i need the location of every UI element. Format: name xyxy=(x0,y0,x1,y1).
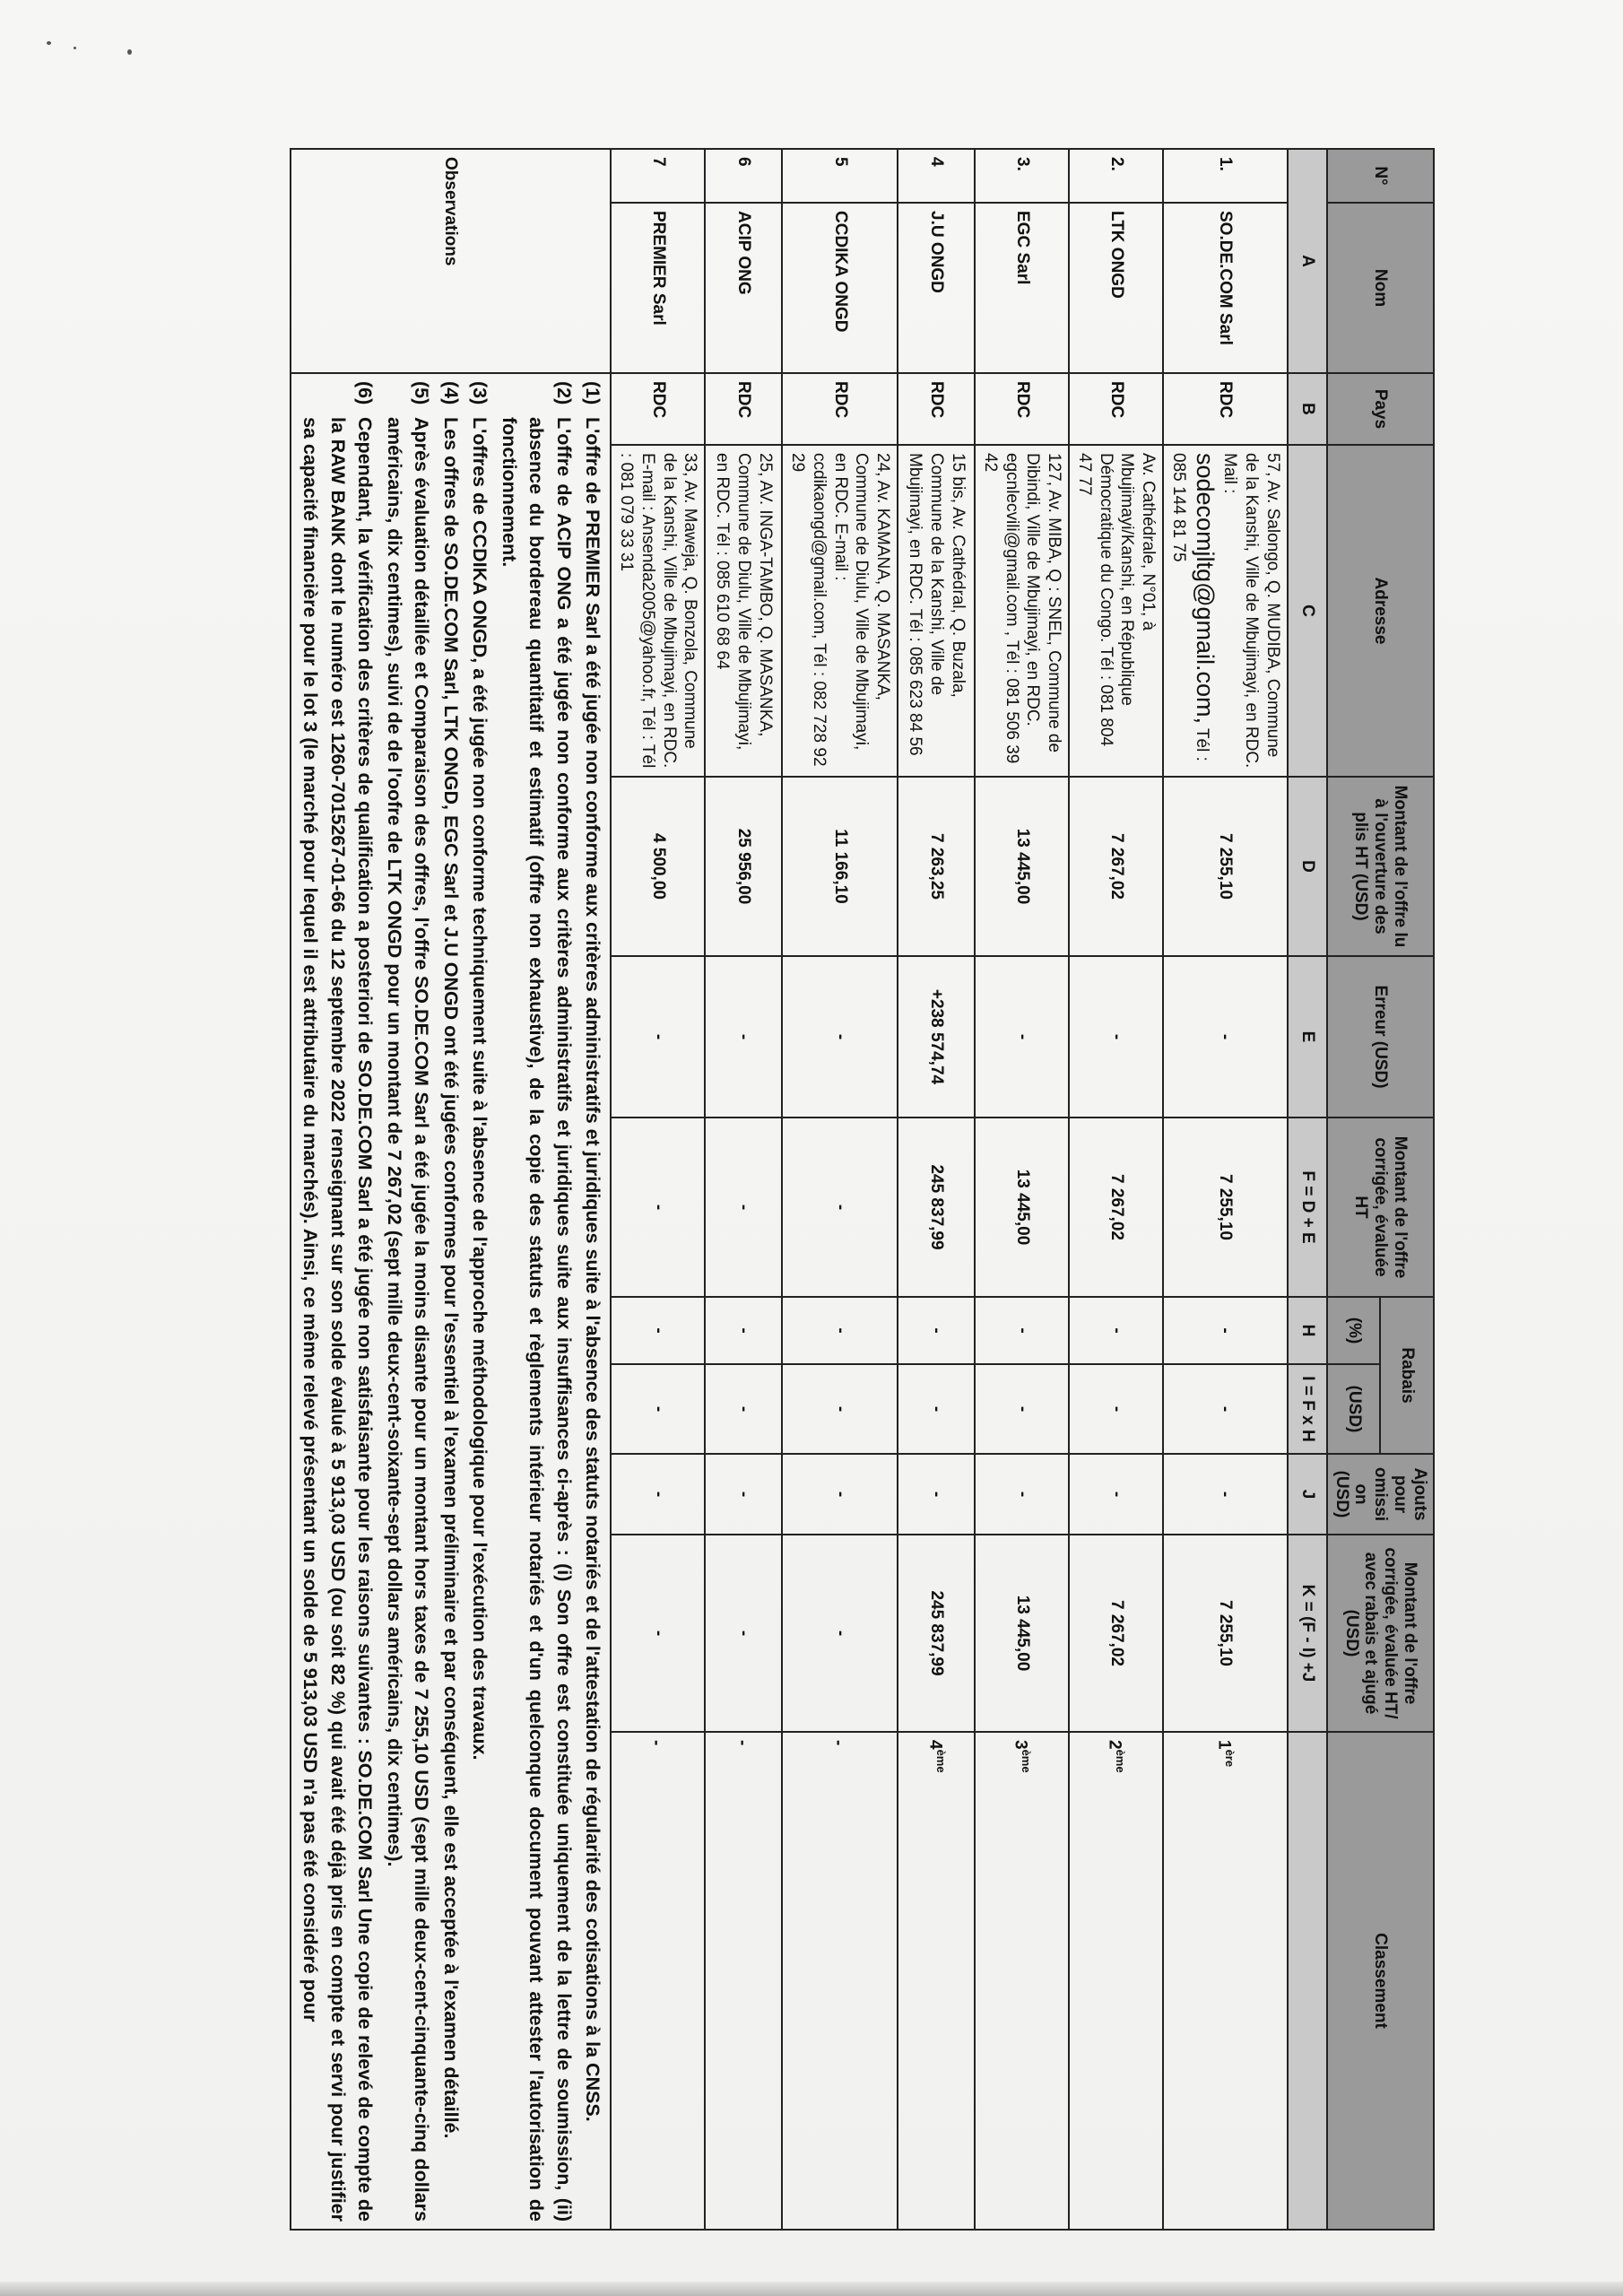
letter-f: F = D + E xyxy=(1288,1118,1327,1297)
row-classement xyxy=(705,1732,782,2230)
letter-k: K = (F - I) +J xyxy=(1288,1535,1327,1732)
row-nom: EGC Sarl xyxy=(975,203,1069,373)
table-row xyxy=(705,149,782,2230)
row-ajouts: - xyxy=(782,1454,898,1535)
header-erreur: Erreur (USD) xyxy=(1327,956,1434,1118)
table-row xyxy=(611,149,705,2230)
letter-i: I = F x H xyxy=(1288,1364,1327,1454)
row-montant-lu: 4 500,00 xyxy=(611,777,705,956)
evaluation-table xyxy=(290,148,1435,2231)
row-adresse-text: 57, Av. Salongo, Q. MUDIBA, Commune de la Kanshi, Ville de Mbujimayi, en RDC. Mail : xyxy=(1220,453,1282,769)
row-ajouts: - xyxy=(611,1454,705,1535)
row-rang: - xyxy=(647,1740,667,1746)
row-rabais-pct: - xyxy=(1163,1297,1288,1364)
row-montant-final: 245 837,99 xyxy=(898,1535,975,1732)
row-ajouts: - xyxy=(975,1454,1069,1535)
scan-speck xyxy=(47,41,51,45)
row-erreur: +238 574,74 xyxy=(898,956,975,1118)
row-montant-lu: 7 255,10 xyxy=(1163,777,1288,956)
row-nom: CCDIKA ONGD xyxy=(782,203,898,373)
row-rabais-pct: - xyxy=(611,1297,705,1364)
header-rabais-pct: (%) xyxy=(1327,1297,1381,1364)
scan-bottom-edge xyxy=(0,2282,1623,2296)
row-ajouts: - xyxy=(898,1454,975,1535)
table-row xyxy=(975,149,1069,2230)
table-row xyxy=(1163,149,1288,2230)
row-erreur: - xyxy=(1163,956,1288,1118)
row-pays: RDC xyxy=(782,373,898,445)
row-num: 3. xyxy=(975,149,1069,203)
table-row xyxy=(1069,149,1163,2230)
row-num: 6 xyxy=(705,149,782,203)
row-erreur: - xyxy=(611,956,705,1118)
header-ajouts: Ajouts pour omissi on (USD) xyxy=(1327,1454,1434,1535)
observation-item xyxy=(495,381,577,2222)
letter-e: E xyxy=(1288,956,1327,1118)
row-montant-lu: 7 263,25 xyxy=(898,777,975,956)
letter-d: D xyxy=(1288,777,1327,956)
letter-c: C xyxy=(1288,445,1327,777)
row-rabais-usd: - xyxy=(1069,1364,1163,1454)
row-rabais-usd: - xyxy=(898,1364,975,1454)
row-montant-final: - xyxy=(705,1535,782,1732)
row-pays: RDC xyxy=(611,373,705,445)
table-row xyxy=(782,149,898,2230)
observation-text: Les offres de SO.DE.COM Sarl, LTK ONGD, EGC Sarl et J.U ONGD ont été jugées conformes pour l'essentiel à l'examen préliminaire et par conséquent, elle est acceptée à l'examen détaillé. xyxy=(439,417,462,2139)
row-pays: RDC xyxy=(1069,373,1163,445)
row-montant-final: 7 267,02 xyxy=(1069,1535,1163,1732)
row-montant-final: - xyxy=(782,1535,898,1732)
row-rang: 2 xyxy=(1105,1740,1124,1750)
row-ajouts: - xyxy=(1069,1454,1163,1535)
header-num: N° xyxy=(1327,149,1434,203)
row-adresse: 25, AV. INGA-TAMBO, Q. MASANKA, Commune de Diulu, Ville de Mbujimayi, en RDC. Tél : 085 610 68 64 xyxy=(705,445,782,777)
row-montant-corrige: - xyxy=(611,1118,705,1297)
row-montant-corrige: - xyxy=(705,1118,782,1297)
row-erreur: - xyxy=(782,956,898,1118)
row-nom: J.U ONGD xyxy=(898,203,975,373)
row-montant-corrige: 7 255,10 xyxy=(1163,1118,1288,1297)
observation-marker: (1) xyxy=(582,381,604,405)
row-adresse: 33, Av. Maweja, Q. Bonzola, Commune de la Kanshi, Ville de Mbujimayi, en RDC. E-mail : Ansenda2005@yahoo.fr, Tél : Tél : 081 079 33 31 xyxy=(611,445,705,777)
observation-text: L'offre de ACIP ONG a été jugée non conforme aux critères administratifs et juridiques suite aux insuffisances ci-après : (i) Son offre est constituée uniquement de la lettre de soumission, (ii) absence du bordereau quantitatif et estimatif (offre non exhaustive), de la copie des statuts et règlements intérieur notariés et d'un quelconque document pouvant attester l'autorisation de fonctionnement. xyxy=(498,417,575,2222)
row-ajouts: - xyxy=(1163,1454,1288,1535)
row-classement xyxy=(1069,1732,1163,2230)
row-erreur: - xyxy=(1069,956,1163,1118)
row-montant-corrige: 245 837,99 xyxy=(898,1118,975,1297)
letter-classement xyxy=(1288,1732,1327,2230)
header-montant-lu: Montant de l'offre lu à l'ouverture des plis HT (USD) xyxy=(1327,777,1434,956)
row-rang: - xyxy=(829,1740,848,1746)
observation-marker: (5) xyxy=(411,381,433,405)
row-montant-final: 13 445,00 xyxy=(975,1535,1069,1732)
row-adresse: 24, Av. KAMANA, Q. MASANKA, Commune de Diulu, Ville de Mbujimayi, en RDC. E-mail : ccdikaongd@gmail.com, Tél : 082 728 92 29 xyxy=(782,445,898,777)
row-rabais-usd: - xyxy=(611,1364,705,1454)
row-adresse-mail: sodecomjltg@gmail.com, xyxy=(1191,453,1219,725)
row-adresse: Av. Cathédrale, N°01, à Mbujimayi/Kanshi, en République Démocratique du Congo. Tél : 081 804 47 77 xyxy=(1069,445,1163,777)
row-nom: ACIP ONG xyxy=(705,203,782,373)
observation-item xyxy=(466,381,494,2222)
row-num: 2. xyxy=(1069,149,1163,203)
row-rang-sup: ème xyxy=(1020,1749,1034,1773)
row-ajouts: - xyxy=(705,1454,782,1535)
observation-marker: (2) xyxy=(552,381,575,405)
row-montant-corrige: - xyxy=(782,1118,898,1297)
row-adresse: 15 bis, Av. Cathédral, Q. Buzala, Commune de la Kanshi, Ville de Mbujimayi, en RDC. Tél : 085 623 84 56 xyxy=(898,445,975,777)
table-row xyxy=(898,149,975,2230)
row-montant-lu: 13 445,00 xyxy=(975,777,1069,956)
row-pays: RDC xyxy=(705,373,782,445)
row-erreur: - xyxy=(975,956,1069,1118)
row-rang-sup: ème xyxy=(933,1749,948,1773)
observation-marker: (4) xyxy=(439,381,462,405)
row-rabais-pct: - xyxy=(1069,1297,1163,1364)
row-montant-final: 7 255,10 xyxy=(1163,1535,1288,1732)
header-adresse: Adresse xyxy=(1327,445,1434,777)
letter-j: J xyxy=(1288,1454,1327,1535)
letter-h: H xyxy=(1288,1297,1327,1364)
row-rabais-usd: - xyxy=(1163,1364,1288,1454)
row-num: 1. xyxy=(1163,149,1288,203)
row-rabais-pct: - xyxy=(975,1297,1069,1364)
row-rabais-usd: - xyxy=(705,1364,782,1454)
header-classement: Classement xyxy=(1327,1732,1434,2230)
row-classement xyxy=(898,1732,975,2230)
row-montant-corrige: 13 445,00 xyxy=(975,1118,1069,1297)
row-rang: 4 xyxy=(925,1740,945,1750)
observation-text: L'offre de PREMIER Sarl a été jugée non conforme aux critères administratifs et juridiques suite à l'absence des statuts notariés et de l'attestation de régularité des cotisations à la CNSS. xyxy=(582,417,604,2122)
observation-item xyxy=(437,381,464,2222)
observation-marker: (6) xyxy=(354,381,377,405)
row-num: 4 xyxy=(898,149,975,203)
letter-a: A xyxy=(1288,149,1327,373)
row-pays: RDC xyxy=(975,373,1069,445)
row-rang: 3 xyxy=(1011,1740,1030,1750)
observation-item xyxy=(380,381,435,2222)
row-pays: RDC xyxy=(898,373,975,445)
row-num: 7 xyxy=(611,149,705,203)
row-classement xyxy=(611,1732,705,2230)
rotated-content xyxy=(0,148,1435,2229)
header-montant-final: Montant de l'offre corrigée, évaluée HT/ avec rabais et ajugé (USD) xyxy=(1327,1535,1434,1732)
row-classement xyxy=(782,1732,898,2230)
row-rang-sup: ème xyxy=(1114,1749,1128,1773)
row-rang: 1 xyxy=(1214,1740,1234,1750)
row-classement xyxy=(1163,1732,1288,2230)
row-rang-sup: ère xyxy=(1223,1749,1237,1768)
row-montant-lu: 11 166,10 xyxy=(782,777,898,956)
row-nom: SO.DE.COM Sarl xyxy=(1163,203,1288,373)
row-adresse-tel: Tél : 085 144 81 75 xyxy=(1168,453,1211,761)
scan-speck xyxy=(74,47,76,49)
header-nom: Nom xyxy=(1327,203,1434,373)
row-erreur: - xyxy=(705,956,782,1118)
row-nom: LTK ONGD xyxy=(1069,203,1163,373)
row-montant-lu: 7 267,02 xyxy=(1069,777,1163,956)
row-num: 5 xyxy=(782,149,898,203)
row-rabais-pct: - xyxy=(898,1297,975,1364)
row-adresse xyxy=(1163,445,1288,777)
row-rabais-pct: - xyxy=(705,1297,782,1364)
observation-text: Après évaluation détaillée et Comparaison des offres, l'offre SO.DE.COM Sarl a été jugée la moins disante pour un montant hors taxes de 7 255,10 USD (sept mille deux-cent-cinquante-cinq dollars américains, dix centimes), suivi de de l'oofre de LTK ONGD pour un montant de 7 267,02 (sept mille deux-cent-soixante-sept dollars américains, dix centimes). xyxy=(383,417,433,2222)
row-adresse: 127, Av. MIBA, Q : SNEL, Commune de Dibindi, Ville de Mbujimayi, en RDC. egcnlecvili@gmail.com , Tél : 081 506 39 42 xyxy=(975,445,1069,777)
observation-item xyxy=(297,381,379,2222)
row-montant-lu: 25 956,00 xyxy=(705,777,782,956)
row-classement xyxy=(975,1732,1069,2230)
observation-marker: (3) xyxy=(469,381,491,405)
header-montant-corrige: Montant de l'offre corrigée, évaluée HT xyxy=(1327,1118,1434,1297)
row-pays: RDC xyxy=(1163,373,1288,445)
header-rabais-usd: (USD) xyxy=(1327,1364,1381,1454)
row-rabais-pct: - xyxy=(782,1297,898,1364)
row-montant-corrige: 7 267,02 xyxy=(1069,1118,1163,1297)
row-nom: PREMIER Sarl xyxy=(611,203,705,373)
row-rabais-usd: - xyxy=(975,1364,1069,1454)
row-rang: - xyxy=(733,1740,752,1746)
observations-content xyxy=(291,373,612,2230)
letter-b: B xyxy=(1288,373,1327,445)
observation-text: Cependant, la vérification des critères de qualification a posteriori de SO.DE.COM Sarl a été jugée non satisfaisante pour les raisons suivantes : SO.DE.COM Sarl Une copie de relevé de compte de la RAW BANK dont le numéro est 1260-7015267-01-66 du 12 septembre 2022 renseignant sur son solde évalué à 5 913,03 USD (ou soit 82 %) qui avait été déjà pris en compte et servi pour justifier sa capacité financière pour le lot 3 (le marché pour lequel il est attributaire du marchés). Ainsi, ce même relevé présentant un solde de 5 913,03 USD n'a pas été considéré pour xyxy=(299,417,377,2222)
row-rabais-usd: - xyxy=(782,1364,898,1454)
observation-text: L'offres de CCDIKA ONGD, a été jugée non conforme techniquement suite à l'absence de l'approche méthodologique pour l'exécution des travaux. xyxy=(469,417,491,1761)
observations-label: Observations xyxy=(291,149,612,373)
scan-speck xyxy=(127,49,132,55)
observation-item xyxy=(579,381,607,2222)
header-pays: Pays xyxy=(1327,373,1434,445)
row-montant-final: - xyxy=(611,1535,705,1732)
header-rabais: Rabais xyxy=(1380,1297,1434,1454)
observations-row xyxy=(291,149,612,2230)
